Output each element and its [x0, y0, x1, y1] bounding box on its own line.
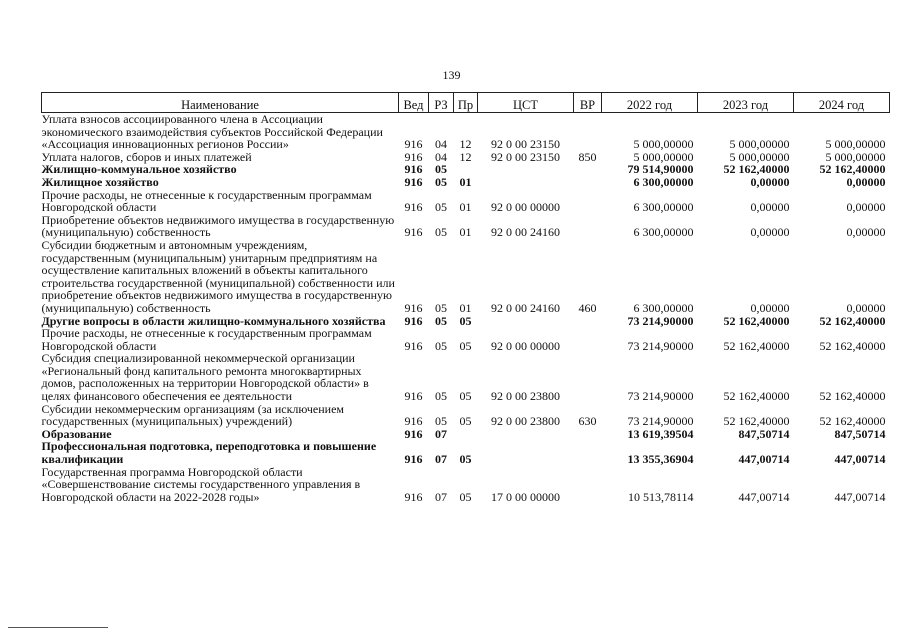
row-cst-cell — [478, 176, 574, 189]
row-2022-cell: 5 000,00000 — [633, 149, 694, 164]
row-ved-cell: 916 — [404, 489, 423, 504]
row-pr-cell: 12 — [459, 149, 472, 164]
table-row — [42, 176, 890, 189]
footer-divider — [8, 627, 108, 628]
row-ved-cell: 916 — [404, 414, 423, 429]
row-2022-cell: 73 214,90000 — [627, 313, 694, 328]
row-2024-cell: 52 162,40000 — [819, 162, 886, 177]
row-2024-cell: 0,00000 — [846, 200, 886, 215]
row-2022-cell: 73 214,90000 — [627, 389, 694, 404]
row-pr-cell: 01 — [459, 225, 472, 240]
row-2023-cell: 0,00000 — [750, 225, 790, 240]
row-vr-cell — [574, 466, 602, 504]
row-pr-cell: 12 — [459, 137, 472, 152]
row-ved-cell: 916 — [404, 313, 423, 328]
row-2023-cell: 847,50714 — [738, 426, 790, 441]
row-ved-cell: 916 — [404, 225, 423, 240]
header-vr: ВР — [574, 93, 602, 113]
row-vr-cell: 460 — [578, 300, 597, 315]
row-ved-cell: 916 — [404, 162, 423, 177]
header-rz: РЗ — [429, 93, 454, 113]
row-name-cell: Уплата налогов, сборов и иных платежей — [41, 149, 252, 164]
row-rz-cell: 04 — [435, 149, 447, 164]
budget-table — [41, 92, 890, 503]
table-row — [42, 403, 890, 428]
row-vr-cell — [574, 163, 602, 176]
row-rz-cell: 05 — [435, 174, 447, 189]
row-name-cell: Образование — [41, 426, 112, 441]
row-2023-cell: 0,00000 — [750, 174, 790, 189]
row-2023-cell: 0,00000 — [750, 300, 790, 315]
row-pr-cell: 05 — [459, 414, 472, 429]
row-name-cell: Прочие расходы, не отнесенные к государственным программам Новгородской области — [41, 326, 372, 353]
row-2024-cell: 52 162,40000 — [819, 414, 886, 429]
row-pr-cell: 05 — [459, 313, 472, 328]
row-2022-cell: 13 619,39504 — [627, 426, 694, 441]
row-ved-cell: 916 — [404, 200, 423, 215]
header-pr: Пр — [454, 93, 478, 113]
row-ved-cell: 916 — [404, 300, 423, 315]
row-vr-cell: 850 — [578, 149, 597, 164]
header-2023: 2023 год — [698, 93, 794, 113]
row-cst-cell: 92 0 00 24160 — [491, 300, 560, 315]
row-2024-cell: 447,00714 — [834, 489, 886, 504]
row-2022-cell: 79 514,90000 — [627, 162, 694, 177]
row-rz-cell: 05 — [435, 225, 447, 240]
table-row — [42, 239, 890, 315]
row-pr-cell: 01 — [459, 174, 472, 189]
row-cst-cell — [478, 440, 574, 465]
row-cst-cell: 92 0 00 24160 — [491, 225, 560, 240]
row-rz-cell: 05 — [435, 338, 447, 353]
row-2024-cell: 0,00000 — [846, 225, 886, 240]
row-2023-cell: 52 162,40000 — [723, 313, 790, 328]
row-2024-cell: 447,00714 — [834, 452, 886, 467]
row-2023-cell: 5 000,00000 — [729, 149, 790, 164]
row-2022-cell: 6 300,00000 — [633, 174, 694, 189]
row-name-cell: Жилищное хозяйство — [41, 174, 159, 189]
row-cst-cell: 92 0 00 23150 — [491, 149, 560, 164]
page-number: 139 — [442, 68, 461, 82]
row-2022-cell: 5 000,00000 — [633, 137, 694, 152]
row-rz-cell: 07 — [435, 426, 447, 441]
row-2022-cell: 73 214,90000 — [627, 414, 694, 429]
row-vr-cell — [574, 189, 602, 214]
row-2022-cell: 13 355,36904 — [627, 452, 694, 467]
row-rz-cell: 07 — [435, 489, 447, 504]
row-name-cell: Другие вопросы в области жилищно-коммунального хозяйства — [41, 313, 386, 328]
header-ved: Вед — [399, 93, 429, 113]
row-name-cell: Государственная программа Новгородской области «Совершенствование системы государственного управления в Новгородской области на 2022-2028 годы» — [41, 464, 361, 504]
row-2023-cell: 0,00000 — [750, 200, 790, 215]
row-cst-cell: 17 0 00 00000 — [491, 489, 560, 504]
row-vr-cell — [574, 113, 602, 151]
row-vr-cell — [574, 176, 602, 189]
row-vr-cell — [574, 428, 602, 441]
row-2023-cell: 52 162,40000 — [723, 162, 790, 177]
header-2024: 2024 год — [794, 93, 890, 113]
row-name-cell: Субсидии некоммерческим организациям (за исключением государственных (муниципальных) учреждений) — [41, 401, 345, 429]
row-cst-cell: 92 0 00 00000 — [491, 200, 560, 215]
row-2022-cell: 73 214,90000 — [627, 338, 694, 353]
row-2024-cell: 847,50714 — [834, 426, 886, 441]
row-cst-cell: 92 0 00 23800 — [491, 389, 560, 404]
row-pr-cell: 05 — [459, 389, 472, 404]
table-row — [42, 214, 890, 239]
row-2023-cell: 52 162,40000 — [723, 338, 790, 353]
row-2024-cell: 52 162,40000 — [819, 389, 886, 404]
table-row — [42, 113, 890, 151]
row-2023-cell: 52 162,40000 — [723, 414, 790, 429]
row-2022-cell: 6 300,00000 — [633, 300, 694, 315]
table-row — [42, 440, 890, 465]
row-2022-cell: 10 513,78114 — [627, 489, 694, 504]
row-2023-cell: 52 162,40000 — [723, 389, 790, 404]
row-rz-cell: 05 — [435, 300, 447, 315]
row-ved-cell: 916 — [404, 149, 423, 164]
row-2024-cell: 0,00000 — [846, 300, 886, 315]
row-name-cell: Прочие расходы, не отнесенные к государственным программам Новгородской области — [41, 187, 372, 215]
row-pr-cell: 01 — [459, 300, 472, 315]
row-vr-cell — [574, 214, 602, 239]
row-pr-cell — [454, 428, 478, 441]
row-name-cell: Субсидии бюджетным и автономным учреждениям, государственным (муниципальным) унитарным предприятиям на осуществление капитальных вложений в объекты капитального строительства государственной (муниципальной) собственности или приобретение объектов недвижимого имущества в государственную (муниципальную) собственность — [41, 237, 395, 315]
row-ved-cell: 916 — [404, 389, 423, 404]
row-2024-cell: 52 162,40000 — [819, 313, 886, 328]
row-vr-cell — [574, 327, 602, 352]
row-name-cell: Приобретение объектов недвижимого имущества в государственную (муниципальную) собственность — [41, 212, 395, 240]
table-row — [42, 352, 890, 402]
row-2024-cell: 52 162,40000 — [819, 338, 886, 353]
row-pr-cell: 05 — [459, 452, 472, 467]
table-header-row — [42, 93, 890, 113]
row-2023-cell: 5 000,00000 — [729, 137, 790, 152]
row-ved-cell: 916 — [404, 426, 423, 441]
table-row — [42, 466, 890, 504]
row-2024-cell: 5 000,00000 — [825, 137, 886, 152]
row-pr-cell: 05 — [459, 489, 472, 504]
header-cst: ЦСТ — [478, 93, 574, 113]
row-rz-cell: 05 — [435, 162, 447, 177]
row-cst-cell — [478, 315, 574, 328]
row-vr-cell — [574, 440, 602, 465]
row-ved-cell: 916 — [404, 174, 423, 189]
row-2022-cell: 6 300,00000 — [633, 200, 694, 215]
row-2023-cell: 447,00714 — [738, 489, 790, 504]
table-row — [42, 189, 890, 214]
row-2024-cell: 5 000,00000 — [825, 149, 886, 164]
table-body — [42, 113, 890, 504]
row-rz-cell: 05 — [435, 414, 447, 429]
row-2024-cell: 0,00000 — [846, 174, 886, 189]
row-name-cell: Уплата взносов ассоциированного члена в Ассоциации экономического взаимодействия субъектов Российской Федерации «Ассоциация инновационных регионов России» — [41, 112, 383, 152]
row-rz-cell: 05 — [435, 389, 447, 404]
row-rz-cell: 05 — [435, 200, 447, 215]
row-vr-cell — [574, 352, 602, 402]
row-pr-cell: 05 — [459, 338, 472, 353]
header-2022: 2022 год — [602, 93, 698, 113]
row-vr-cell: 630 — [578, 414, 597, 429]
row-cst-cell: 92 0 00 00000 — [491, 338, 560, 353]
row-rz-cell: 05 — [435, 313, 447, 328]
row-ved-cell: 916 — [404, 137, 423, 152]
row-2023-cell: 447,00714 — [738, 452, 790, 467]
row-vr-cell — [574, 315, 602, 328]
row-rz-cell: 04 — [435, 137, 447, 152]
header-name: Наименование — [42, 93, 399, 113]
row-cst-cell: 92 0 00 23800 — [491, 414, 560, 429]
row-ved-cell: 916 — [404, 338, 423, 353]
row-cst-cell: 92 0 00 23150 — [491, 137, 560, 152]
row-name-cell: Субсидия специализированной некоммерческой организации «Региональный фонд капитального ремонта многоквартирных домов, расположенных на территории Новгородской области» в целях финансового обеспечения ее деятельности — [41, 351, 369, 404]
row-rz-cell: 07 — [435, 452, 447, 467]
row-2022-cell: 6 300,00000 — [633, 225, 694, 240]
row-pr-cell: 01 — [459, 200, 472, 215]
row-cst-cell — [478, 428, 574, 441]
row-ved-cell: 916 — [404, 452, 423, 467]
row-name-cell: Жилищно-коммунальное хозяйство — [41, 162, 237, 177]
row-cst-cell — [478, 163, 574, 176]
table-row — [42, 327, 890, 352]
row-name-cell: Профессиональная подготовка, переподготовка и повышение квалификации — [41, 439, 377, 467]
